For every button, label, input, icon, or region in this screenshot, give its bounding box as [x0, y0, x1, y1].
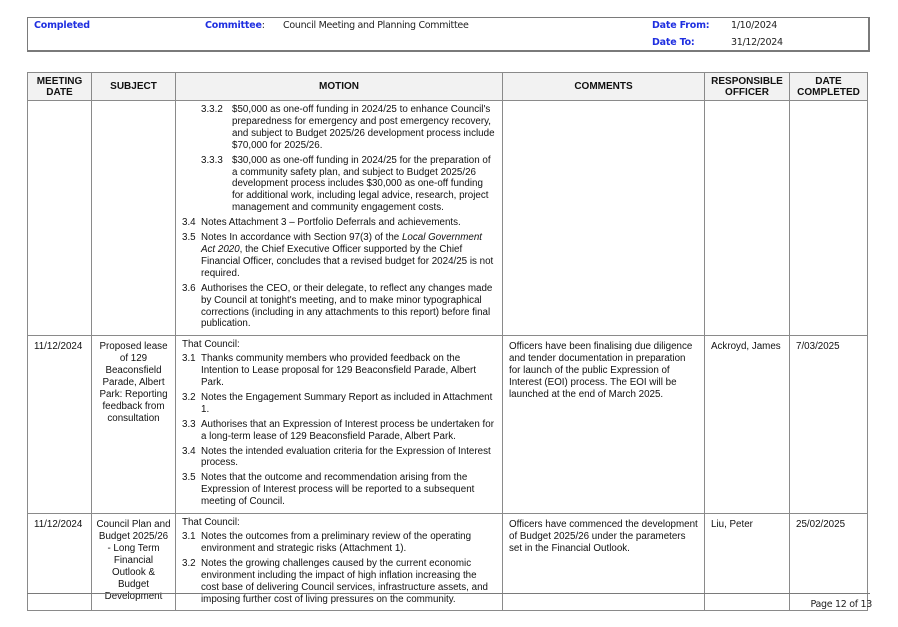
- motion-item: 3.3 Authorises that an Expression of Interest process be undertaken for a long-term lease of 129 Beaconsfield Parade, Albert Park.: [182, 418, 494, 442]
- date-completed-cell: [790, 101, 868, 336]
- subject-cell: Proposed lease of 129 Beaconsfield Parade, Albert Park: Reporting feedback from consultation: [92, 336, 176, 514]
- meeting-date-cell: [28, 101, 92, 336]
- date-to-label: Date To:: [652, 37, 695, 48]
- date-completed-cell: 25/02/2025: [790, 514, 868, 611]
- motion-item: 3.4 Notes the intended evaluation criteria for the Expression of Interest process.: [182, 445, 491, 469]
- page-number: Page 12 of 13: [810, 599, 872, 610]
- motion-item: 3.6 Authorises the CEO, or their delegate, to reflect any changes made by Council at tonight's meeting, and to make minor typographical corrections (including in any attachments to this report) before final publication.: [182, 282, 493, 330]
- col-header-subject: SUBJECT: [92, 73, 176, 101]
- committee-label: Committee:: [205, 20, 265, 31]
- act-title: Local Government Act 2020: [201, 232, 483, 255]
- motion-cell: [176, 101, 503, 336]
- col-header-meeting-date: MEETING DATE: [28, 73, 92, 101]
- date-to-value: 31/12/2024: [731, 37, 783, 48]
- col-header-date-completed: DATE COMPLETED: [790, 73, 868, 101]
- footer-divider: [27, 593, 870, 594]
- motion-intro: That Council:: [182, 339, 240, 351]
- motion-item: 3.5 Notes In accordance with Section 97(3) of the Local Government Act 2020, the Chief Executive Officer supported by the Chief Financial Officer, concludes that a revised budget for 2024/25 is not required.: [182, 232, 494, 279]
- subject-cell: [92, 101, 176, 336]
- motion-item: 3.3.2 $50,000 as one-off funding in 2024/25 to enhance Council's preparedness for emergency and post emergency recovery, and subject to Budget 2025/26 development process include $70,000 for 2025/26.: [201, 104, 495, 151]
- table-header-row: [28, 73, 868, 101]
- motion-item: 3.5 Notes that the outcome and recommendation arising from the Expression of Interest process will be reported to a subsequent meeting of Council.: [182, 472, 475, 508]
- motion-intro: That Council:: [182, 517, 240, 529]
- motions-register-table: [27, 72, 868, 611]
- status-label: Completed: [34, 20, 90, 31]
- comments-cell: [503, 101, 705, 336]
- table-row: [28, 336, 868, 514]
- responsible-officer-cell: Ackroyd, James: [705, 336, 790, 514]
- subject-cell: Council Plan and Budget 2025/26 - Long Term Financial Outlook & Budget Development: [92, 514, 176, 611]
- meeting-date-cell: 11/12/2024: [28, 336, 92, 514]
- motion-cell: [176, 514, 503, 611]
- comments-cell: Officers have been finalising due diligence and tender documentation in preparation for launch of the public Expression of Interest (EOI) process. The EOI will be launched at the end of March 2025.: [503, 336, 705, 514]
- table-row: [28, 101, 868, 336]
- date-from-value: 1/10/2024: [731, 20, 778, 31]
- motion-cell: [176, 336, 503, 514]
- col-header-motion: MOTION: [176, 73, 503, 101]
- motion-item: 3.1 Notes the outcomes from a preliminary review of the operating environment and strategic risks (Attachment 1).: [182, 531, 472, 554]
- responsible-officer-cell: [705, 101, 790, 336]
- date-completed-cell: 7/03/2025: [790, 336, 868, 514]
- motion-item: 3.1 Thanks community members who provided feedback on the Intention to Lease proposal for 129 Beaconsfield Parade, Albert Park.: [182, 353, 477, 389]
- committee-value: Council Meeting and Planning Committee: [283, 20, 469, 31]
- motion-item: 3.4 Notes Attachment 3 – Portfolio Deferrals and achievements.: [182, 217, 461, 229]
- col-header-responsible-officer: RESPONSIBLE OFFICER: [705, 73, 790, 101]
- responsible-officer-cell: Liu, Peter: [705, 514, 790, 611]
- motion-item: 3.2 Notes the Engagement Summary Report as included in Attachment 1.: [182, 391, 493, 415]
- meeting-date-cell: 11/12/2024: [28, 514, 92, 611]
- col-header-comments: COMMENTS: [503, 73, 705, 101]
- comments-cell: Officers have commenced the development of Budget 2025/26 under the parameters set in the Financial Outlook.: [503, 514, 705, 611]
- table-row: [28, 514, 868, 611]
- motion-item: 3.3.3 $30,000 as one-off funding in 2024/25 for the preparation of a community safety plan, and subject to Budget 2025/26 development process includes $30,000 as one-off funding for additional work, including legal advice, research, project management and community engagement costs.: [201, 154, 491, 214]
- date-from-label: Date From:: [652, 20, 710, 31]
- motion-item: 3.2 Notes the growing challenges caused by the current economic environment including the impact of high inflation increasing the cost base of delivering Council services, infrastructure assets, and imposing further cost of living pressures on the community.: [182, 557, 488, 605]
